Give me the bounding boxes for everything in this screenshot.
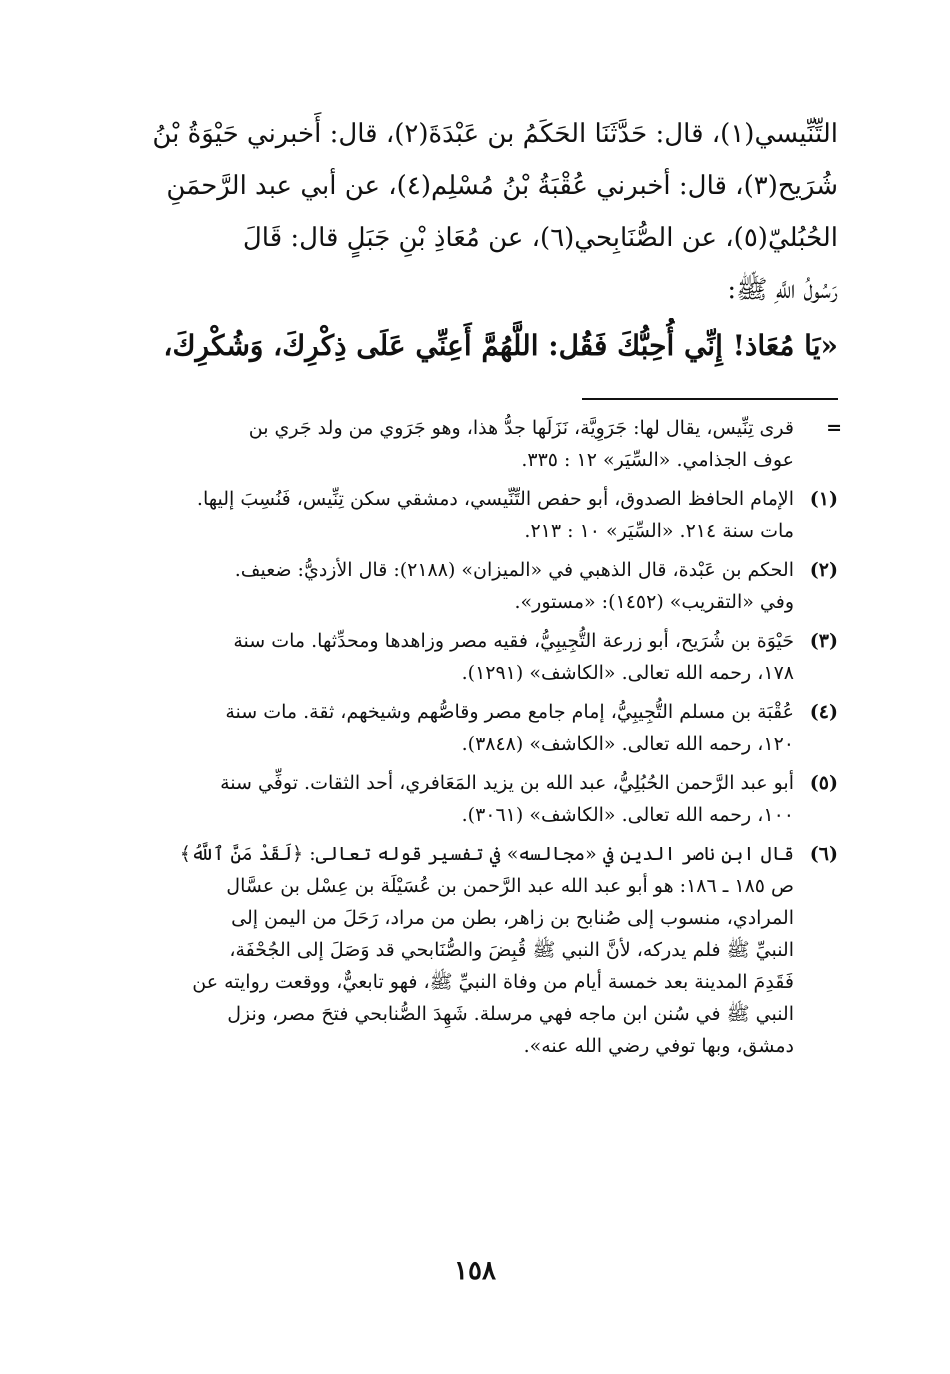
footnote-4 bbox=[112, 696, 838, 760]
footnote-2 bbox=[112, 554, 838, 618]
footnote-number: (٤) bbox=[809, 701, 838, 723]
footnote-3 bbox=[112, 625, 838, 689]
footnote-line: دمشق، وبها توفي رضي الله عنه». bbox=[523, 1035, 794, 1057]
main-text-line: التِّنِّيسي(١)، قال: حَدَّثَنَا الحَكَمُ بن عَبْدَةَ(٢)، قال: أَخبرني حَيْوَةُ بْنُ bbox=[152, 119, 838, 149]
footnote-line: الإمام الحافظ الصدوق، أبو حفص التِّنِّيسي، دمشقي سكن تِنِّيس، فَنُسِبَ إليها. bbox=[196, 488, 794, 510]
footnote-number: (٦) bbox=[809, 843, 838, 865]
footnote-6 bbox=[112, 838, 838, 1062]
footnote-separator bbox=[582, 398, 838, 400]
footnote-line: ١٧٨، رحمه الله تعالى. «الكاشف» (١٢٩١). bbox=[461, 662, 794, 684]
footnote-line: فَقَدِمَ المدينة بعد خمسة أيام من وفاة النبيِّ ﷺ، فهو تابعيٌّ، ووقعت روايته عن bbox=[192, 971, 794, 993]
footnote-number: (٢) bbox=[809, 559, 838, 581]
footnote-line: ص ١٨٥ ـ ١٨٦: هو أبو عبد الله عبد الرَّحمن بن عُسَيْلَة بن عِسْل بن عسَّال bbox=[226, 875, 794, 897]
main-text-line: الحُبُليّ(٥)، عن الصُّنَابِحي(٦)، عن مُعَاذِ بْنِ جَبَلٍ قال: قَالَ bbox=[242, 223, 838, 253]
footnote-line: قال ابن ناصر الدين في «مجالسه» في تفسير قوله تعالى: ﴿لَقَدْ مَنَّ ٱللَّهُ﴾ bbox=[179, 843, 794, 865]
footnote-line: المرادي، منسوب إلى صُنابح بن زاهر، بطن من مراد، رَحَلَ من اليمن إلى bbox=[231, 907, 794, 929]
main-text-line: شُرَيح(٣)، قال: أخبرني عُقْبَةُ بْنُ مُسْلِم(٤)، عن أبي عبد الرَّحمَنِ bbox=[166, 171, 838, 201]
footnote-line: النبي ﷺ في سُنن ابن ماجه فهي مرسلة. شَهِدَ الصُّنابحي فتحَ مصر، ونزل bbox=[227, 1003, 794, 1025]
footnote-line: ١٢٠، رحمه الله تعالى. «الكاشف» (٣٨٤٨). bbox=[461, 733, 794, 755]
footnote-number: (١) bbox=[809, 488, 838, 510]
footnote-line: مات سنة ٢١٤. «السِّيَر» ١٠ : ٢١٣. bbox=[524, 520, 794, 542]
main-text-line: رَسُولُ اللَّهِ ﷺ: bbox=[727, 275, 838, 305]
continuation-mark: = bbox=[826, 417, 842, 439]
footnote-number: (٥) bbox=[809, 772, 838, 794]
footnote-line: الحكم بن عَبْدة، قال الذهبي في «الميزان» (٢١٨٨): قال الأزديُّ: ضعيف. bbox=[234, 559, 794, 581]
footnotes bbox=[112, 412, 842, 1069]
footnote-1 bbox=[112, 483, 838, 547]
footnote-line: حَيْوَة بن شُرَيح، أبو زرعة التُّجِيبِيُّ، فقيه مصر وزاهدها ومحدِّثها. مات سنة bbox=[233, 630, 794, 652]
footnote-line: عُقْبَة بن مسلم التُّجِيبِيُّ، إمام جامع مصر وقاصُّهم وشيخهم، ثقة. مات سنة bbox=[225, 701, 794, 723]
main-text bbox=[112, 108, 838, 316]
footnote-line: قرى تِنِّيس، يقال لها: جَرَوِيَّة، نَزَلَها جدُّ هذا، وهو جَرَوي من ولد جَري بن bbox=[248, 417, 794, 439]
footnote-line: ١٠٠، رحمه الله تعالى. «الكاشف» (٣٠٦١). bbox=[461, 804, 794, 826]
footnote-line: النبيِّ ﷺ فلم يدركه، لأنَّ النبي ﷺ قُبِضَ والصُّنَابحي قد وَصَلَ إلى الجُحْفَة، bbox=[229, 939, 794, 961]
footnote-line: وفي «التقريب» (١٤٥٢): «مستور». bbox=[514, 591, 794, 613]
footnote-5 bbox=[112, 767, 838, 831]
footnote-line: عوف الجذامي. «السِّيَر» ١٢ : ٣٣٥. bbox=[521, 449, 794, 471]
footnote-line: أبو عبد الرَّحمن الحُبُلِيُّ، عبد الله بن يزيد المَعَافري، أحد الثقات. توفِّي سنة bbox=[220, 772, 794, 794]
hadith-text: «يَا مُعَاذ! إِنِّي أُحِبُّكَ فَقُل: اللَّهُمَّ أَعِنِّي عَلَى ذِكْرِكَ، وَشُكْرِكَ، bbox=[163, 329, 838, 362]
footnote-number: (٣) bbox=[809, 630, 838, 652]
footnote-continuation bbox=[112, 412, 842, 476]
page-number: ١٥٨ bbox=[454, 1256, 496, 1286]
